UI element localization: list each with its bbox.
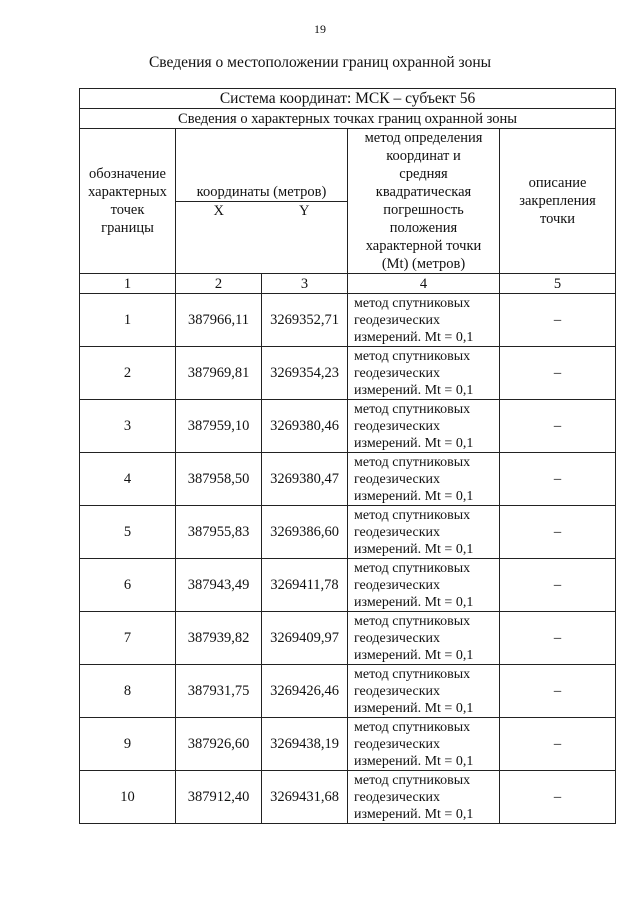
y-coordinate: 3269352,71 [262,294,348,347]
point-description: – [500,294,616,347]
method-line: метод спутниковых [354,507,471,523]
method-line: геодезических [354,683,441,699]
header-method-line: метод определения [364,130,483,146]
table-row [80,294,616,347]
y-coordinate: 3269386,60 [262,506,348,559]
method-line: метод спутниковых [354,772,471,788]
method-cell [348,718,500,771]
y-coordinate: 3269354,23 [262,347,348,400]
header-method [348,129,500,274]
point-id: 1 [80,294,176,347]
table-row [80,718,616,771]
header-coords [176,129,348,274]
point-description: – [500,559,616,612]
method-line: метод спутниковых [354,295,471,311]
document-title: Сведения о местоположении границ охранной зоны [148,54,492,71]
method-cell [348,506,500,559]
x-coordinate: 387969,81 [176,347,262,400]
header-point-line: точек [110,202,145,218]
point-id: 4 [80,453,176,506]
table-row [80,771,616,824]
method-line: геодезических [354,524,441,540]
method-line: измерений. Mt = 0,1 [354,541,474,557]
method-line: метод спутниковых [354,454,471,470]
method-line: метод спутниковых [354,348,471,364]
method-cell [348,294,500,347]
point-id: 3 [80,400,176,453]
column-numbers-row [80,274,616,294]
y-coordinate: 3269380,46 [262,400,348,453]
column-number: 2 [176,274,262,294]
table-caption-row [80,109,616,129]
header-point [80,129,176,274]
x-coordinate: 387912,40 [176,771,262,824]
method-line: геодезических [354,365,441,381]
data-rows [80,294,616,824]
coord-system-row [80,89,616,109]
x-coordinate: 387958,50 [176,453,262,506]
y-coordinate: 3269426,46 [262,665,348,718]
header-y: Y [299,202,310,219]
column-number: 1 [80,274,176,294]
method-line: геодезических [354,736,441,752]
table-row [80,559,616,612]
header-description-line: описание [528,175,587,191]
x-coordinate: 387931,75 [176,665,262,718]
y-coordinate: 3269380,47 [262,453,348,506]
x-coordinate: 387939,82 [176,612,262,665]
point-id: 10 [80,771,176,824]
header-x: X [213,202,224,219]
point-id: 6 [80,559,176,612]
method-line: измерений. Mt = 0,1 [354,806,474,822]
table-row [80,506,616,559]
y-coordinate: 3269431,68 [262,771,348,824]
method-line: метод спутниковых [354,401,471,417]
header-description-line: закрепления [519,193,596,209]
method-line: измерений. Mt = 0,1 [354,435,474,451]
page-number: 19 [314,22,326,36]
point-id: 9 [80,718,176,771]
method-line: метод спутниковых [354,613,471,629]
method-line: геодезических [354,312,441,328]
table-row [80,665,616,718]
table-row [80,612,616,665]
header-method-line: квадратическая [375,184,472,200]
column-number: 3 [262,274,348,294]
point-description: – [500,612,616,665]
table-row [80,347,616,400]
method-cell [348,665,500,718]
table-caption: Сведения о характерных точках границ охранной зоны [80,109,616,129]
method-line: геодезических [354,471,441,487]
method-line: измерений. Mt = 0,1 [354,488,474,504]
point-description: – [500,771,616,824]
method-line: геодезических [354,577,441,593]
point-id: 7 [80,612,176,665]
method-line: метод спутниковых [354,719,471,735]
method-line: измерений. Mt = 0,1 [354,594,474,610]
point-id: 5 [80,506,176,559]
x-coordinate: 387926,60 [176,718,262,771]
method-line: измерений. Mt = 0,1 [354,382,474,398]
point-id: 8 [80,665,176,718]
point-description: – [500,400,616,453]
x-coordinate: 387959,10 [176,400,262,453]
column-number: 4 [348,274,500,294]
method-line: геодезических [354,630,441,646]
method-line: геодезических [354,789,441,805]
y-coordinate: 3269411,78 [262,559,348,612]
table-row [80,453,616,506]
x-coordinate: 387943,49 [176,559,262,612]
method-line: измерений. Mt = 0,1 [354,753,474,769]
header-point-line: обозначение [89,166,166,182]
header-point-line: границы [101,220,154,236]
method-cell [348,400,500,453]
header-method-line: погрешность [383,202,464,218]
method-line: метод спутниковых [354,560,471,576]
method-line: метод спутниковых [354,666,471,682]
y-coordinate: 3269409,97 [262,612,348,665]
x-coordinate: 387955,83 [176,506,262,559]
method-cell [348,347,500,400]
header-row [80,129,616,274]
coord-system-label: Система координат: МСК – субъект 56 [80,89,616,109]
y-coordinate: 3269438,19 [262,718,348,771]
header-description-line: точки [539,211,576,227]
point-description: – [500,718,616,771]
header-description [500,129,616,274]
header-method-line: средняя [399,166,448,182]
point-description: – [500,506,616,559]
header-point-line: характерных [88,184,167,200]
boundary-points-table [79,88,616,824]
method-cell [348,559,500,612]
header-method-line: положения [389,220,458,236]
method-line: измерений. Mt = 0,1 [354,329,474,345]
point-description: – [500,347,616,400]
header-method-line: координат и [386,148,461,164]
point-description: – [500,665,616,718]
method-cell [348,771,500,824]
header-method-line: характерной точки [365,238,482,254]
point-id: 2 [80,347,176,400]
method-line: измерений. Mt = 0,1 [354,700,474,716]
column-number: 5 [500,274,616,294]
header-coords-label: координаты (метров) [176,183,347,202]
method-cell [348,453,500,506]
method-line: геодезических [354,418,441,434]
header-method-line: (Mt) (метров) [381,256,466,272]
table-row [80,400,616,453]
method-cell [348,612,500,665]
x-coordinate: 387966,11 [176,294,262,347]
method-line: измерений. Mt = 0,1 [354,647,474,663]
point-description: – [500,453,616,506]
